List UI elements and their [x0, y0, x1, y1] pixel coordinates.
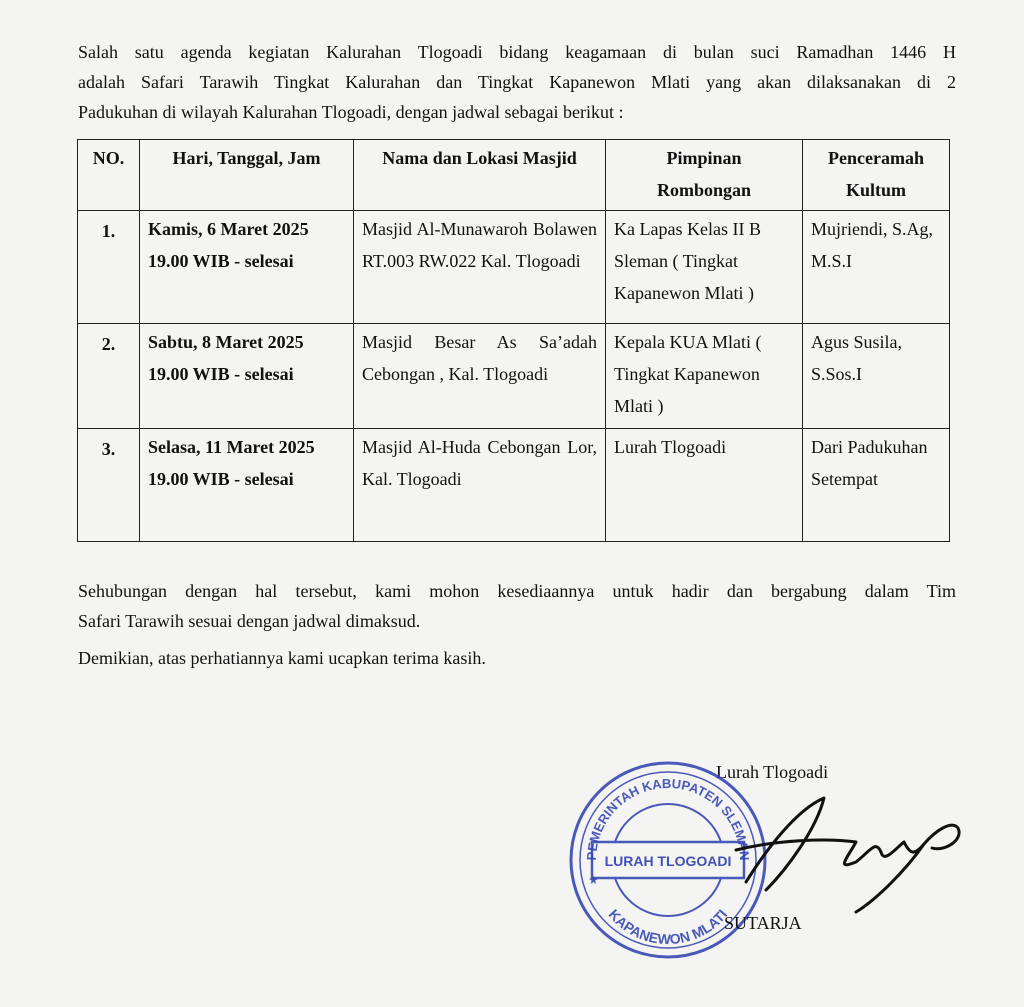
table-row [78, 429, 950, 542]
table-header-row [78, 140, 950, 211]
row-masjid: Masjid Besar As Sa’adah Cebongan , Kal. Tlogoadi [354, 324, 606, 429]
row-date: Selasa, 11 Maret 2025 [148, 437, 315, 457]
row-datetime [140, 324, 354, 429]
header-leader [606, 140, 803, 211]
row-leader: Ka Lapas Kelas II B Sleman ( Tingkat Kapanewon Mlati ) [606, 211, 803, 324]
closing-paragraph [78, 576, 956, 673]
stamp-bottom-text: KAPANEWON MLATI [605, 906, 731, 948]
row-leader: Lurah Tlogoadi [606, 429, 803, 542]
row-number: 1. [78, 211, 140, 324]
row-date: Kamis, 6 Maret 2025 [148, 219, 309, 239]
header-datetime: Hari, Tanggal, Jam [140, 140, 354, 211]
stamp-center-text: LURAH TLOGOADI [604, 853, 732, 869]
stamp-star-icon: ★ [588, 873, 599, 887]
closing-line-1: Sehubungan dengan hal tersebut, kami mohon kesediaannya untuk hadir dan bergabung dalam Tim [78, 581, 956, 601]
closing-line-2: Safari Tarawih sesuai dengan jadwal dimaksud. [78, 611, 421, 631]
row-datetime [140, 429, 354, 542]
header-speaker-line2: Kultum [845, 180, 906, 200]
header-speaker-line1: Penceramah [828, 148, 924, 168]
row-time: 19.00 WIB - selesai [148, 251, 294, 271]
closing-line-3: Demikian, atas perhatiannya kami ucapkan terima kasih. [78, 648, 486, 668]
row-speaker: Agus Susila, S.Sos.I [803, 324, 950, 429]
row-speaker: Mujriendi, S.Ag, M.S.I [803, 211, 950, 324]
intro-paragraph [78, 37, 956, 127]
signatory-name: SUTARJA [724, 913, 802, 933]
intro-line-2: adalah Safari Tarawih Tingkat Kalurahan dan Tingkat Kapanewon Mlati yang akan dilaksanakan di 2 [78, 72, 956, 92]
header-masjid: Nama dan Lokasi Masjid [354, 140, 606, 211]
row-speaker: Dari Padukuhan Setempat [803, 429, 950, 542]
header-speaker [803, 140, 950, 211]
stamp-top-text: PEMERINTAH KABUPATEN SLEMAN [583, 775, 753, 861]
row-leader: Kepala KUA Mlati ( Tingkat Kapanewon Mlati ) [606, 324, 803, 429]
row-number: 3. [78, 429, 140, 542]
intro-line-1: Salah satu agenda kegiatan Kalurahan Tlogoadi bidang keagamaan di bulan suci Ramadhan 1446 H [78, 42, 956, 62]
header-no: NO. [78, 140, 140, 211]
signatory-title: Lurah Tlogoadi [716, 762, 829, 782]
row-time: 19.00 WIB - selesai [148, 364, 294, 384]
row-time: 19.00 WIB - selesai [148, 469, 294, 489]
table-row [78, 324, 950, 429]
header-leader-line2: Rombongan [656, 180, 752, 200]
schedule-table [77, 139, 950, 542]
row-datetime [140, 211, 354, 324]
row-masjid: Masjid Al-Huda Cebongan Lor, Kal. Tlogoadi [354, 429, 606, 542]
intro-line-3: Padukuhan di wilayah Kalurahan Tlogoadi, dengan jadwal sebagai berikut : [78, 102, 624, 122]
row-date: Sabtu, 8 Maret 2025 [148, 332, 304, 352]
row-number: 2. [78, 324, 140, 429]
row-masjid: Masjid Al-Munawaroh Bolawen RT.003 RW.022 Kal. Tlogoadi [354, 211, 606, 324]
handwritten-signature [706, 790, 966, 920]
table-row [78, 211, 950, 324]
header-leader-line1: Pimpinan [666, 148, 742, 168]
